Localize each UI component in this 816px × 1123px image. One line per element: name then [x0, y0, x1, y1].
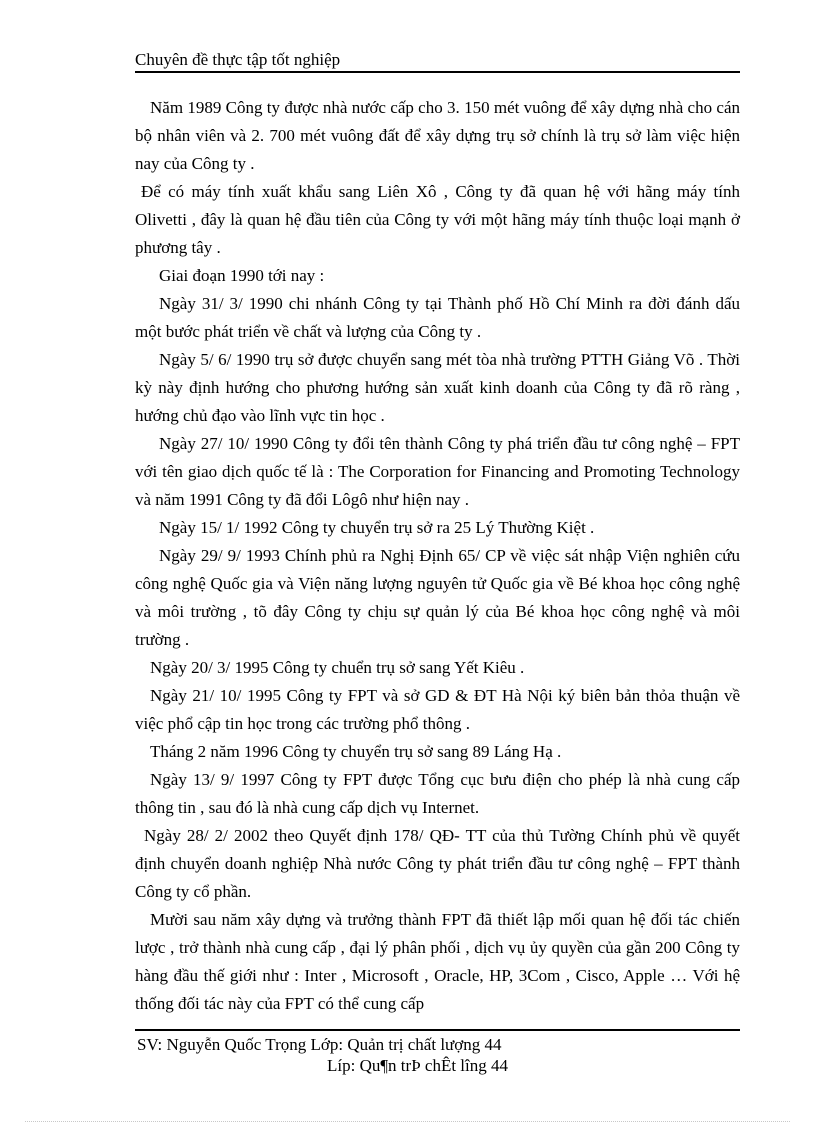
paragraph-equitization: Ngày 28/ 2/ 2002 theo Quyết định 178/ QĐ- TT của thủ Tường Chính phủ về quyết định chuyển doanh nghiệp Nhà nước Công ty phát triển đầu tư công nghệ – FPT thành Công ty cổ phần.	[135, 826, 740, 901]
paragraph-period-heading: Giai đoạn 1990 tới nay :	[159, 266, 325, 285]
footer-student-line: SV: Nguyễn Quốc Trọng Lớp: Quản trị chất lượng 44	[137, 1035, 502, 1054]
paragraph-ly-thuong-kiet: Ngày 15/ 1/ 1992 Công ty chuyển trụ sở ra 25 Lý Thường Kiệt .	[159, 518, 595, 537]
footer-class-line: Líp: Qu¶n trÞ chÊt lîng 44	[327, 1056, 508, 1075]
paragraph-rename-fpt: Ngày 27/ 10/ 1990 Công ty đổi tên thành Công ty phá triển đầu tư công nghệ – FPT với tên giao dịch quốc tế là : The Corporation for Financing and Promoting Technology và năm 1991 Công ty đã đổi Lôgô như hiện nay .	[135, 434, 740, 509]
page-bottom-edge	[25, 1121, 790, 1122]
paragraph-land-grant: Năm 1989 Công ty được nhà nước cấp cho 3. 150 mét vuông để xây dựng nhà cho cán bộ nhân viên và 2. 700 mét vuông đất để xây dựng trụ sở chính là trụ sở làm việc hiện nay của Công ty .	[135, 98, 740, 173]
paragraph-decree-65: Ngày 29/ 9/ 1993 Chính phủ ra Nghị Định 65/ CP về việc sát nhập Viện nghiên cứu công nghệ Quốc gia và Viện năng lượng nguyên tử Quốc gia về Bé khoa học công nghệ và môi trường , tõ đây Công ty chịu sự quản lý của Bé khoa học công nghệ và môi trường .	[135, 546, 740, 649]
paragraph-lang-ha: Tháng 2 năm 1996 Công ty chuyển trụ sở sang 89 Láng Hạ .	[150, 742, 562, 761]
page-header	[135, 49, 740, 73]
footer-divider	[135, 1029, 740, 1031]
paragraph-hcm-branch: Ngày 31/ 3/ 1990 chi nhánh Công ty tại Thành phố Hồ Chí Minh ra đời đánh dấu một bước phát triển về chất và lượng của Công ty .	[135, 294, 740, 341]
paragraph-olivetti: Để có máy tính xuất khẩu sang Liên Xô , Công ty đã quan hệ với hãng máy tính Olivetti , đây là quan hệ đầu tiên của Công ty với một hãng máy tính thuộc loại mạnh ở phương tây .	[135, 182, 740, 257]
paragraph-yet-kieu: Ngày 20/ 3/ 1995 Công ty chuển trụ sở sang Yết Kiêu .	[150, 658, 525, 677]
page-header-title: Chuyên đề thực tập tốt nghiệp	[135, 50, 341, 69]
paragraph-internet: Ngày 13/ 9/ 1997 Công ty FPT được Tổng cục bưu điện cho phép là nhà cung cấp thông tin , sau đó là nhà cung cấp dịch vụ Internet.	[135, 770, 740, 817]
paragraph-partners: Mười sau năm xây dựng và trưởng thành FPT đã thiết lập mối quan hệ đối tác chiến lược , trở thành nhà cung cấp , đại lý phân phối , dịch vụ ủy quyền của gần 200 Công ty hàng đầu thế giới như : Inter , Microsoft , Oracle, HP, 3Com , Cisco, Apple … Với hệ thống đối tác này của FPT có thể cung cấp	[135, 910, 740, 1013]
document-body	[135, 94, 740, 1018]
paragraph-gd-dt-agreement: Ngày 21/ 10/ 1995 Công ty FPT và sở GD & ĐT Hà Nội ký biên bản thỏa thuận về việc phổ cập tin học trong các trường phổ thông .	[135, 686, 740, 733]
paragraph-giang-vo: Ngày 5/ 6/ 1990 trụ sở được chuyển sang mét tòa nhà trường PTTH Giảng Võ . Thời kỳ này định hướng cho phương hướng sản xuất kinh doanh của Công ty đã rõ ràng , hướng chủ đạo vào lĩnh vực tin học .	[135, 350, 740, 425]
